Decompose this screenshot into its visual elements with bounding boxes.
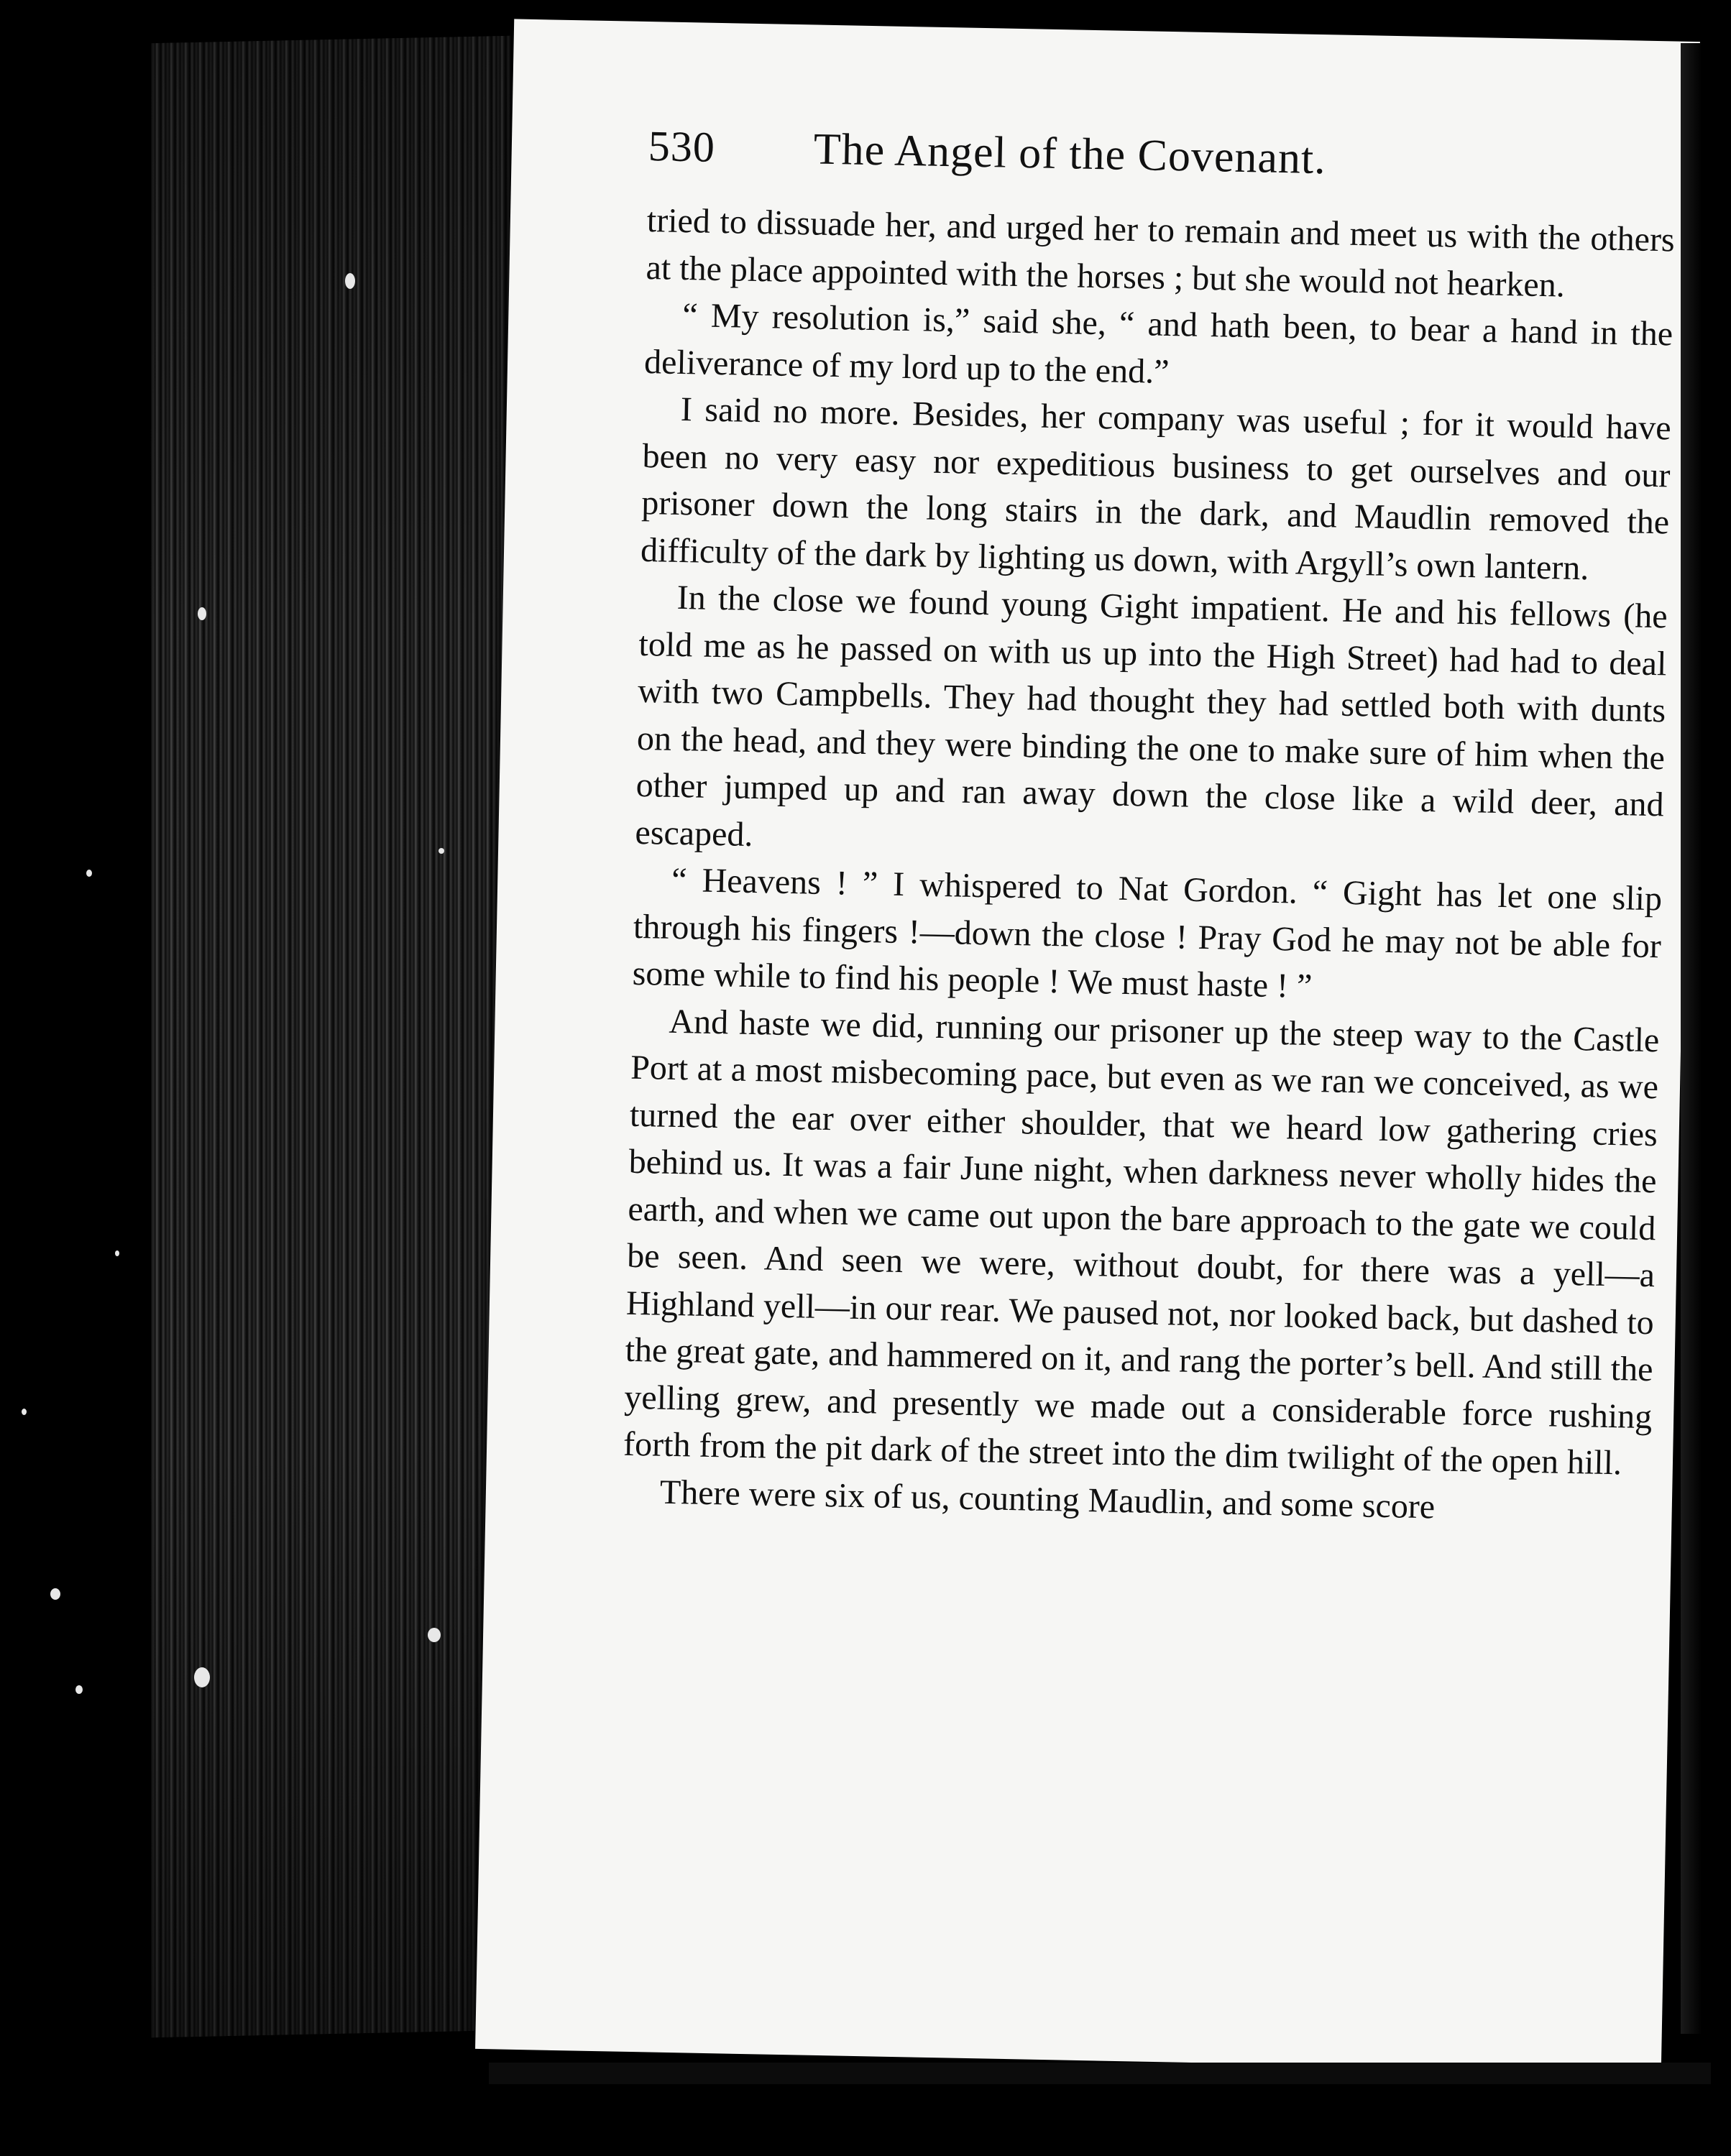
book-page [475,19,1700,2071]
dust-speck [198,607,206,620]
dust-speck [75,1685,83,1694]
page-bottom-edge [489,2063,1711,2084]
running-head [648,121,1677,206]
dust-speck [428,1628,441,1642]
paragraph: “ My resolution is,” said she, “ and hath been, to bear a hand in the deliverance of my lord up to the end.” [643,295,1673,391]
body-text [622,197,1675,1534]
paragraph: I said no more. Besides, her company was useful ; for it would have been no very easy nor expeditious business to get ourselves and our prisoner down the long stairs in the dark, and Maudlin removed the difficulty of the dark by lighting us down, with Argyll’s own lantern. [640,390,1672,587]
paragraph: And haste we did, running our prisoner up the steep way to the Castle Port at a most misbecoming pace, but even as we ran we conceived, as we turned the ear over either shoulder, that we heard low gathering cries behind us. It was a fair June night, when darkness never wholly hides the earth, and when we came out upon the bare approach to the gate we could be seen. And seen we were, without doubt, for there was a yell—a Highland yell—in our rear. We paused not, nor looked back, but dashed to the great gate, and hammered on it, and rang the porter’s bell. And still the yelling grew, and presently we made out a considerable force rushing forth from the pit dark of the street into the dim twilight of the open hill. [623,1002,1660,1483]
page-right-shadow [1681,43,1702,2034]
dust-speck [86,870,92,877]
page-number: 530 [648,122,716,171]
dust-speck [115,1250,119,1256]
page-content [622,121,1676,1534]
dust-speck [50,1588,60,1600]
dust-speck [22,1409,27,1415]
running-title: The Angel of the Covenant. [813,124,1327,184]
paragraph: tried to dissuade her, and urged her to remain and meet us with the others at the place appointed with the horses ; but she would not hearken. [646,201,1676,305]
book-fore-edge [151,36,510,2037]
paragraph: In the close we found young Gight impatient. He and his fellows (he told me as he passed on with us up into the High Street) had had to deal with two Campbells. They had thought they had settled both with dunts on the head, and they were binding the one to make sure of him when the other jumped up and ran away down the close like a wild deer, and escaped. [635,578,1668,854]
paragraph: “ Heavens ! ” I whispered to Nat Gordon. “ Gight has let one slip through his fingers !—down the close ! Pray God he may not be able for some while to find his people ! We must haste ! ” [632,860,1663,1005]
dust-speck [194,1667,210,1687]
dust-speck [345,273,355,289]
dust-speck [439,848,444,854]
paragraph: There were six of us, counting Maudlin, and some score [659,1473,1436,1526]
